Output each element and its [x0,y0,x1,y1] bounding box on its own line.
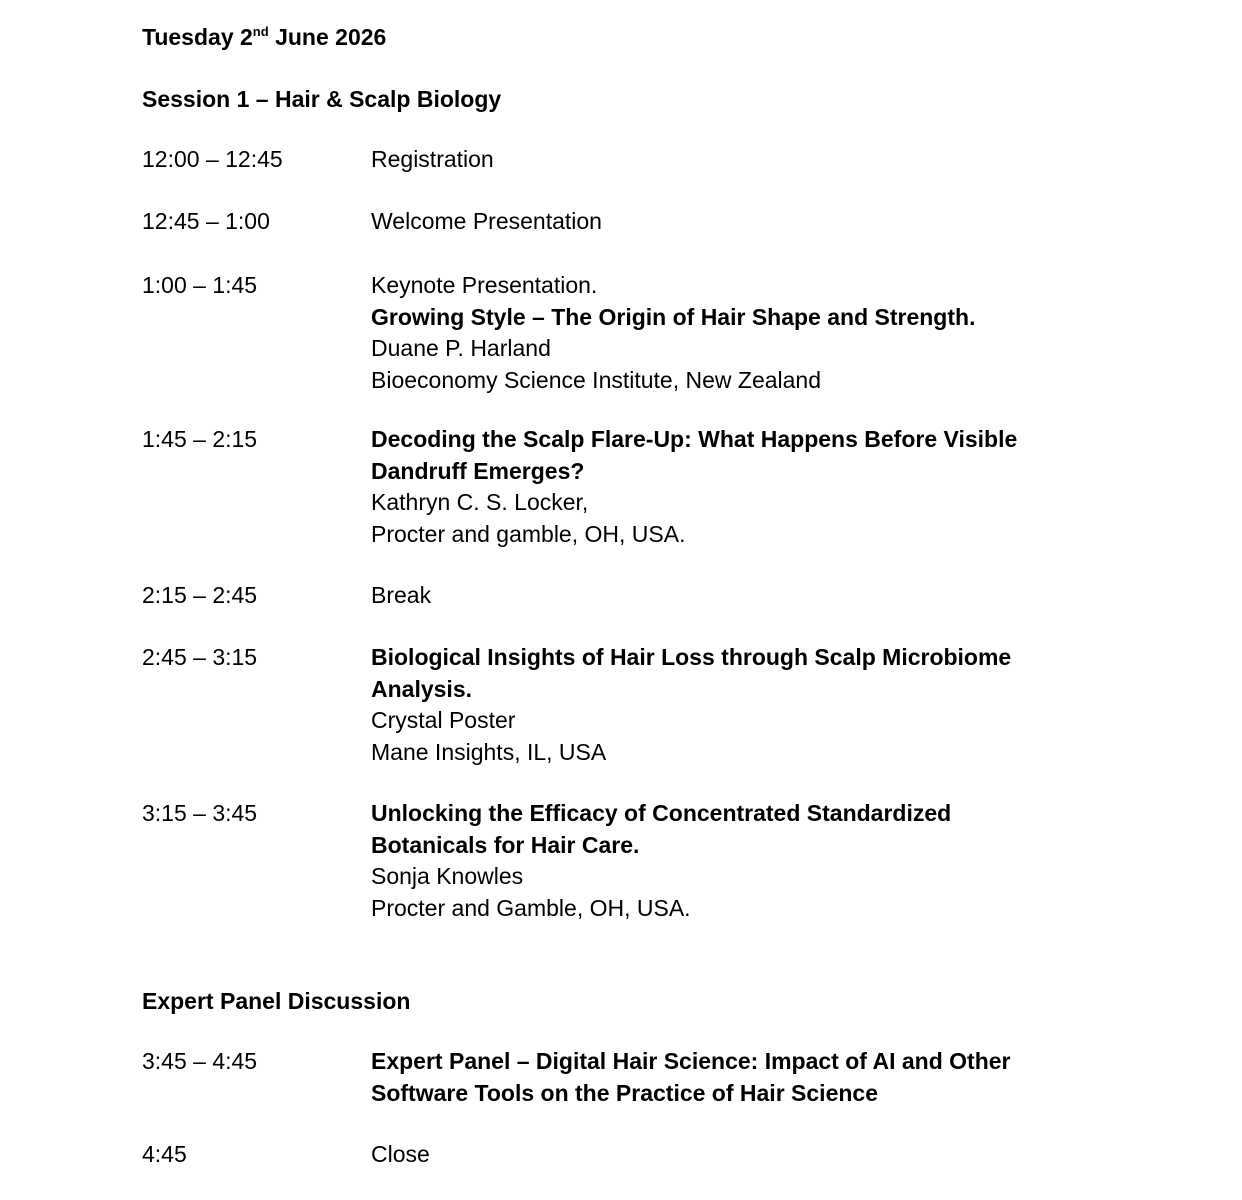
schedule-entry-welcome [142,206,1071,238]
schedule-entry-break [142,580,1071,612]
entry-content [371,144,1071,176]
schedule-entry-talk [142,642,1071,768]
speaker-affiliation: Procter and Gamble, OH, USA. [371,894,691,921]
panel-heading: Expert Panel Discussion [142,988,411,1014]
talk-title-line: Botanicals for Hair Care. [371,831,640,858]
schedule-entry-panel [142,1046,1071,1109]
entry-time: 12:45 – 1:00 [142,208,270,234]
schedule-entry-talk [142,798,1071,924]
talk-title-line: Analysis. [371,675,472,702]
speaker-name: Kathryn C. S. Locker, [371,489,589,515]
entry-label: Welcome Presentation [371,208,602,234]
date-prefix: Tuesday 2 [142,24,253,50]
entry-pre-label: Keynote Presentation. [371,272,598,298]
speaker-affiliation: Procter and gamble, OH, USA. [371,520,686,547]
date-ordinal-suffix: nd [252,24,269,39]
entry-label: Break [371,582,432,608]
entry-label: Close [371,1141,430,1167]
entry-content [371,424,1071,550]
entry-content [371,206,1071,238]
speaker-name: Sonja Knowles [371,863,524,889]
talk-title-line: Expert Panel – Digital Hair Science: Impact of AI and Other [371,1048,1011,1074]
speaker-affiliation: Mane Insights, IL, USA [371,738,607,765]
date-heading [142,20,386,54]
entry-content [371,580,1071,612]
entry-time: 3:45 – 4:45 [142,1048,258,1074]
talk-title-line: Unlocking the Efficacy of Concentrated Standardized [371,800,952,826]
entry-time: 12:00 – 12:45 [142,146,283,172]
entry-time: 2:15 – 2:45 [142,582,258,608]
schedule-entry-keynote [142,270,1071,396]
entry-time: 1:00 – 1:45 [142,272,258,298]
speaker-affiliation: Bioeconomy Science Institute, New Zealand [371,366,822,393]
entry-content [371,642,1071,768]
entry-content [371,798,1071,924]
speaker-name: Crystal Poster [371,707,516,733]
talk-title: Growing Style – The Origin of Hair Shape and Strength. [371,303,976,330]
schedule-entry-talk [142,424,1071,550]
entry-content [371,270,1071,396]
entry-time: 3:15 – 3:45 [142,800,258,826]
entry-time: 2:45 – 3:15 [142,644,258,670]
speaker-name: Duane P. Harland [371,335,551,361]
schedule-entry-registration [142,144,1071,176]
entry-time: 1:45 – 2:15 [142,426,258,452]
entry-content [371,1046,1071,1109]
entry-content [371,1139,1071,1171]
talk-title-line: Dandruff Emerges? [371,457,585,484]
entry-time: 4:45 [142,1141,187,1167]
talk-title-line: Software Tools on the Practice of Hair Science [371,1079,878,1106]
talk-title-line: Decoding the Scalp Flare-Up: What Happens Before Visible [371,426,1018,452]
entry-label: Registration [371,146,494,172]
session-1-heading: Session 1 – Hair & Scalp Biology [142,86,502,112]
schedule-entry-close [142,1139,1071,1171]
talk-title-line: Biological Insights of Hair Loss through Scalp Microbiome [371,644,1012,670]
date-rest: June 2026 [268,24,387,50]
